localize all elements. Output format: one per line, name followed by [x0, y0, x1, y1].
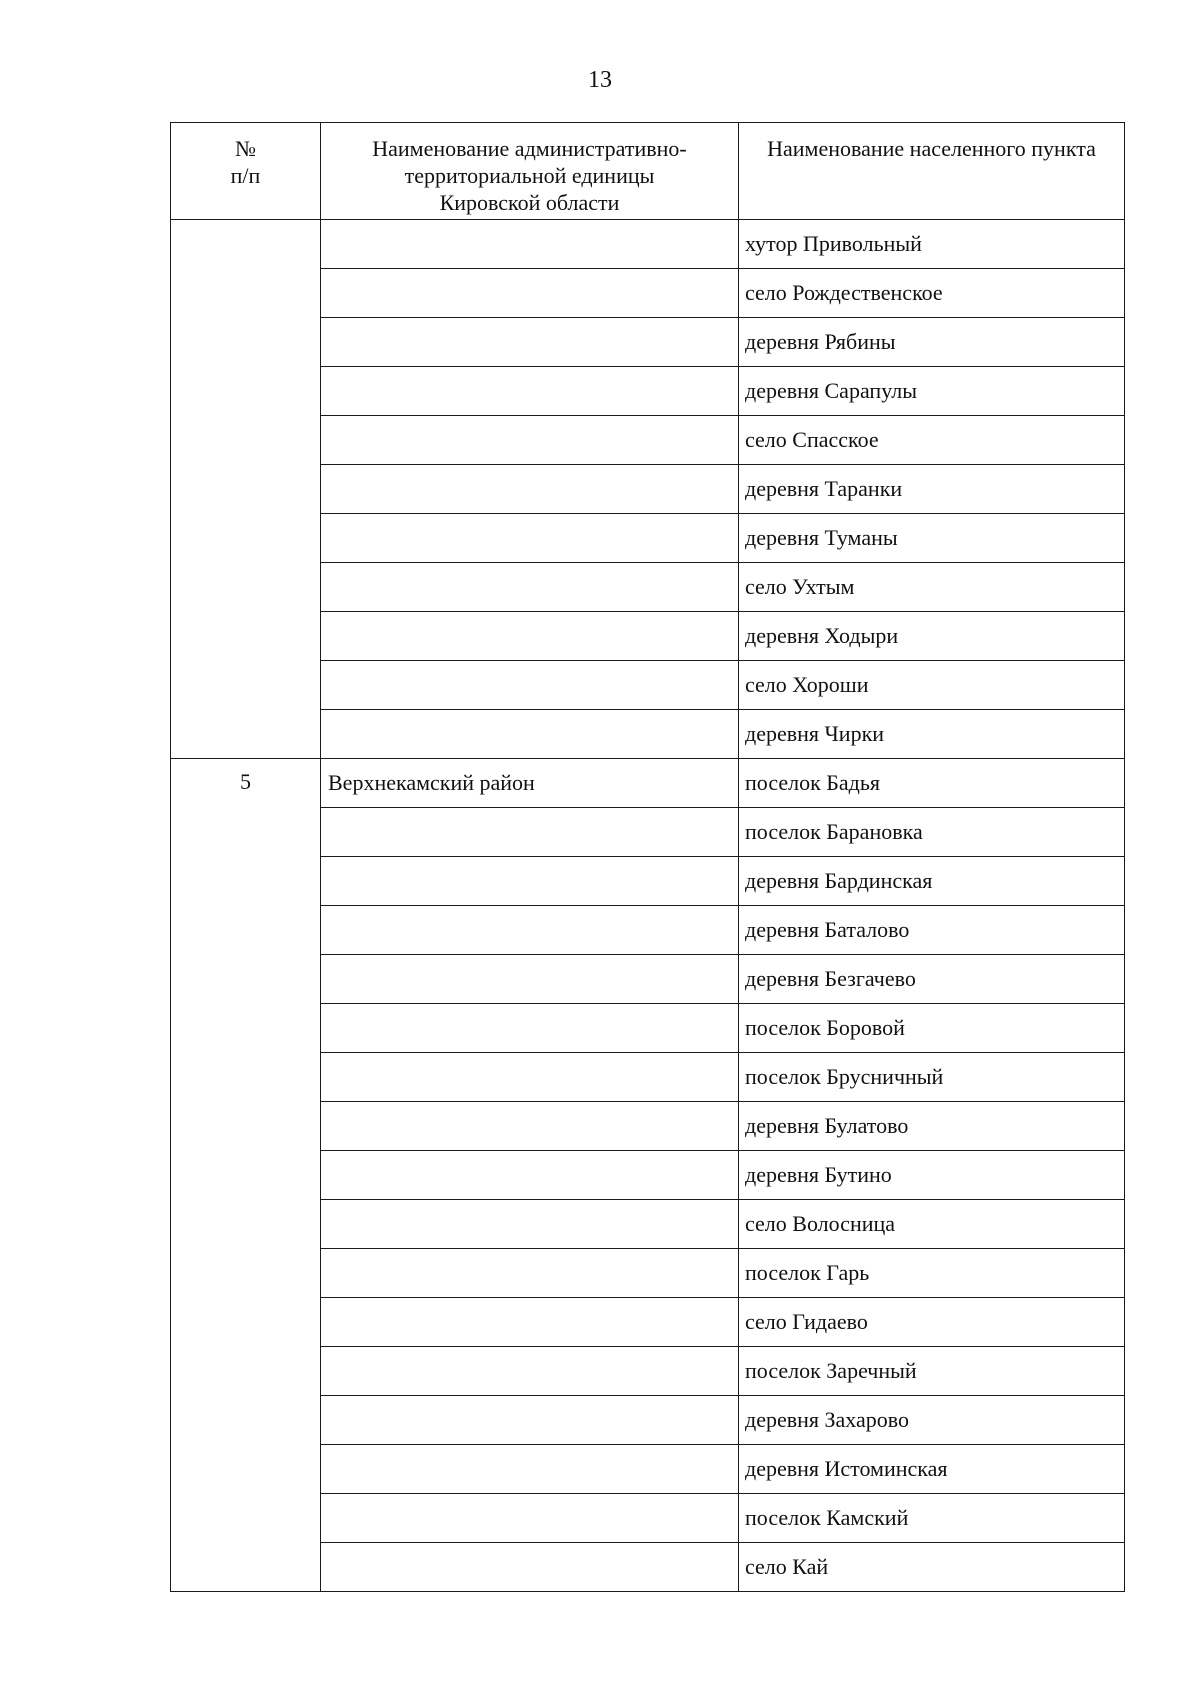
unit-name-cell	[321, 318, 739, 367]
settlement-name-cell: поселок Заречный	[739, 1347, 1125, 1396]
unit-name-cell	[321, 1494, 739, 1543]
unit-name-cell	[321, 808, 739, 857]
unit-name-cell	[321, 1004, 739, 1053]
header-place: Наименование населенного пункта	[739, 123, 1125, 220]
unit-name-cell	[321, 269, 739, 318]
header-num: № п/п	[171, 123, 321, 220]
settlement-name-cell: деревня Безгачево	[739, 955, 1125, 1004]
settlement-name-cell: село Спасское	[739, 416, 1125, 465]
unit-name-cell	[321, 367, 739, 416]
settlement-name-cell: село Хороши	[739, 661, 1125, 710]
unit-name-cell	[321, 710, 739, 759]
settlement-name-cell: поселок Камский	[739, 1494, 1125, 1543]
settlement-name-cell: поселок Гарь	[739, 1249, 1125, 1298]
settlement-name-cell: село Рождественское	[739, 269, 1125, 318]
settlement-name-cell: хутор Привольный	[739, 220, 1125, 269]
unit-name-cell	[321, 514, 739, 563]
unit-name-cell: Верхнекамский район	[321, 759, 739, 808]
row-number-cell	[171, 220, 321, 759]
row-number-cell: 5	[171, 759, 321, 1592]
page-number: 13	[588, 67, 612, 93]
unit-name-cell	[321, 955, 739, 1004]
unit-name-cell	[321, 465, 739, 514]
unit-name-cell	[321, 1445, 739, 1494]
settlement-name-cell: поселок Барановка	[739, 808, 1125, 857]
unit-name-cell	[321, 563, 739, 612]
table-body	[171, 220, 1125, 1592]
unit-name-cell	[321, 857, 739, 906]
unit-name-cell	[321, 1151, 739, 1200]
table-header-row	[171, 123, 1125, 220]
settlement-name-cell: деревня Рябины	[739, 318, 1125, 367]
unit-name-cell	[321, 1200, 739, 1249]
unit-name-cell	[321, 1543, 739, 1592]
settlement-name-cell: деревня Сарапулы	[739, 367, 1125, 416]
settlement-name-cell: деревня Ходыри	[739, 612, 1125, 661]
settlement-name-cell: деревня Туманы	[739, 514, 1125, 563]
settlement-name-cell: поселок Брусничный	[739, 1053, 1125, 1102]
settlement-name-cell: деревня Таранки	[739, 465, 1125, 514]
unit-name-cell	[321, 1298, 739, 1347]
settlement-name-cell: деревня Баталово	[739, 906, 1125, 955]
unit-name-cell	[321, 1396, 739, 1445]
header-unit: Наименование административно- территориальной единицы Кировской области	[321, 123, 739, 220]
settlements-table	[170, 122, 1125, 1592]
settlement-name-cell: село Волосница	[739, 1200, 1125, 1249]
settlement-name-cell: деревня Чирки	[739, 710, 1125, 759]
unit-name-cell	[321, 1102, 739, 1151]
unit-name-cell	[321, 1347, 739, 1396]
unit-name-cell	[321, 416, 739, 465]
settlement-name-cell: деревня Бардинская	[739, 857, 1125, 906]
table-row	[171, 759, 1125, 808]
settlement-name-cell: поселок Боровой	[739, 1004, 1125, 1053]
unit-name-cell	[321, 1249, 739, 1298]
settlement-name-cell: деревня Истоминская	[739, 1445, 1125, 1494]
settlement-name-cell: поселок Бадья	[739, 759, 1125, 808]
settlement-name-cell: село Кай	[739, 1543, 1125, 1592]
settlement-name-cell: село Ухтым	[739, 563, 1125, 612]
settlement-name-cell: село Гидаево	[739, 1298, 1125, 1347]
unit-name-cell	[321, 220, 739, 269]
unit-name-cell	[321, 612, 739, 661]
settlement-name-cell: деревня Булатово	[739, 1102, 1125, 1151]
unit-name-cell	[321, 661, 739, 710]
unit-name-cell	[321, 906, 739, 955]
settlement-name-cell: деревня Бутино	[739, 1151, 1125, 1200]
settlement-name-cell: деревня Захарово	[739, 1396, 1125, 1445]
table-row	[171, 220, 1125, 269]
unit-name-cell	[321, 1053, 739, 1102]
